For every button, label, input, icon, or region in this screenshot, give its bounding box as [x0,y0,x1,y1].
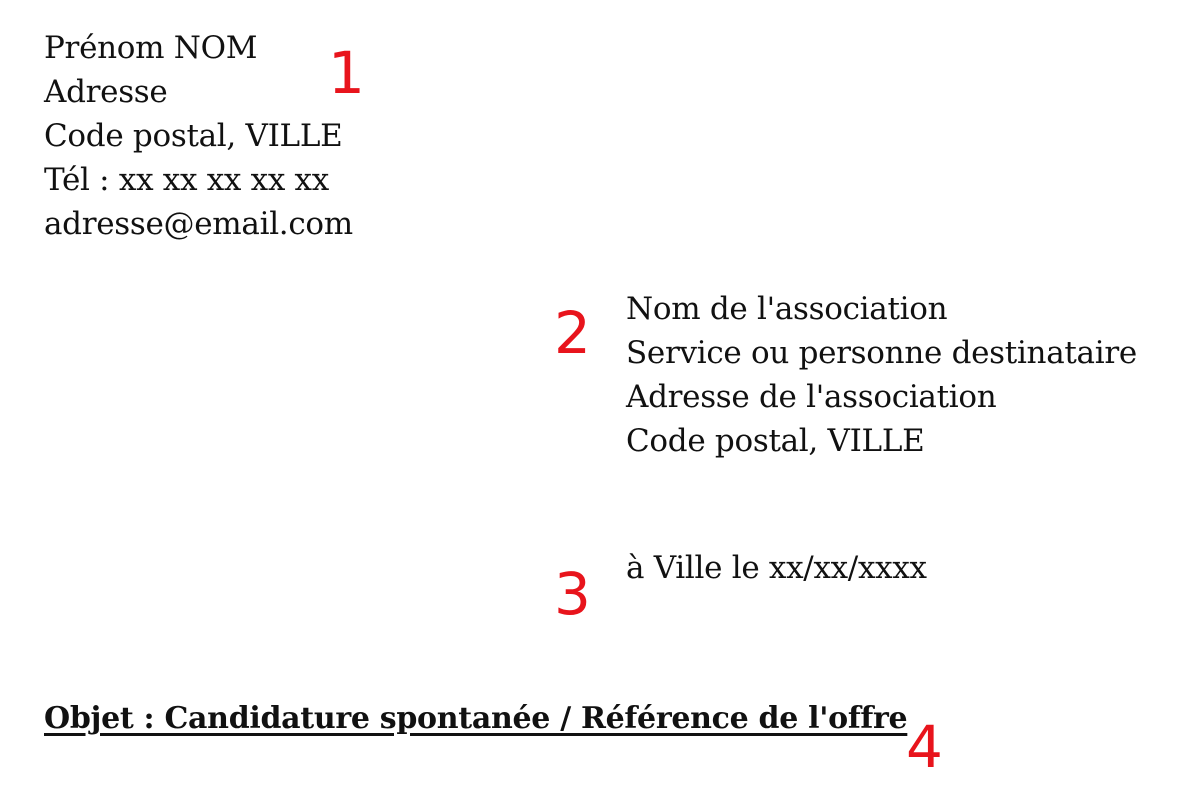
sender-postal-city: Code postal, VILLE [44,118,343,154]
recipient-postal-city: Code postal, VILLE [626,423,925,459]
sender-block [44,26,353,246]
section-marker-1: 1 [328,39,365,107]
section-marker-4: 4 [906,713,943,781]
recipient-department: Service ou personne destinataire [626,335,1137,371]
sender-name: Prénom NOM [44,30,258,66]
date-line: à Ville le xx/xx/xxxx [626,550,927,586]
section-marker-3: 3 [554,560,591,628]
section-marker-2: 2 [554,299,591,367]
recipient-organization: Nom de l'association [626,291,948,327]
sender-address: Adresse [44,74,168,110]
sender-email: adresse@email.com [44,206,353,242]
recipient-address: Adresse de l'association [626,379,997,415]
sender-phone: Tél : xx xx xx xx xx [44,162,329,198]
recipient-block [626,287,1137,463]
subject-line: Objet : Candidature spontanée / Référence de l'offre [44,701,908,736]
